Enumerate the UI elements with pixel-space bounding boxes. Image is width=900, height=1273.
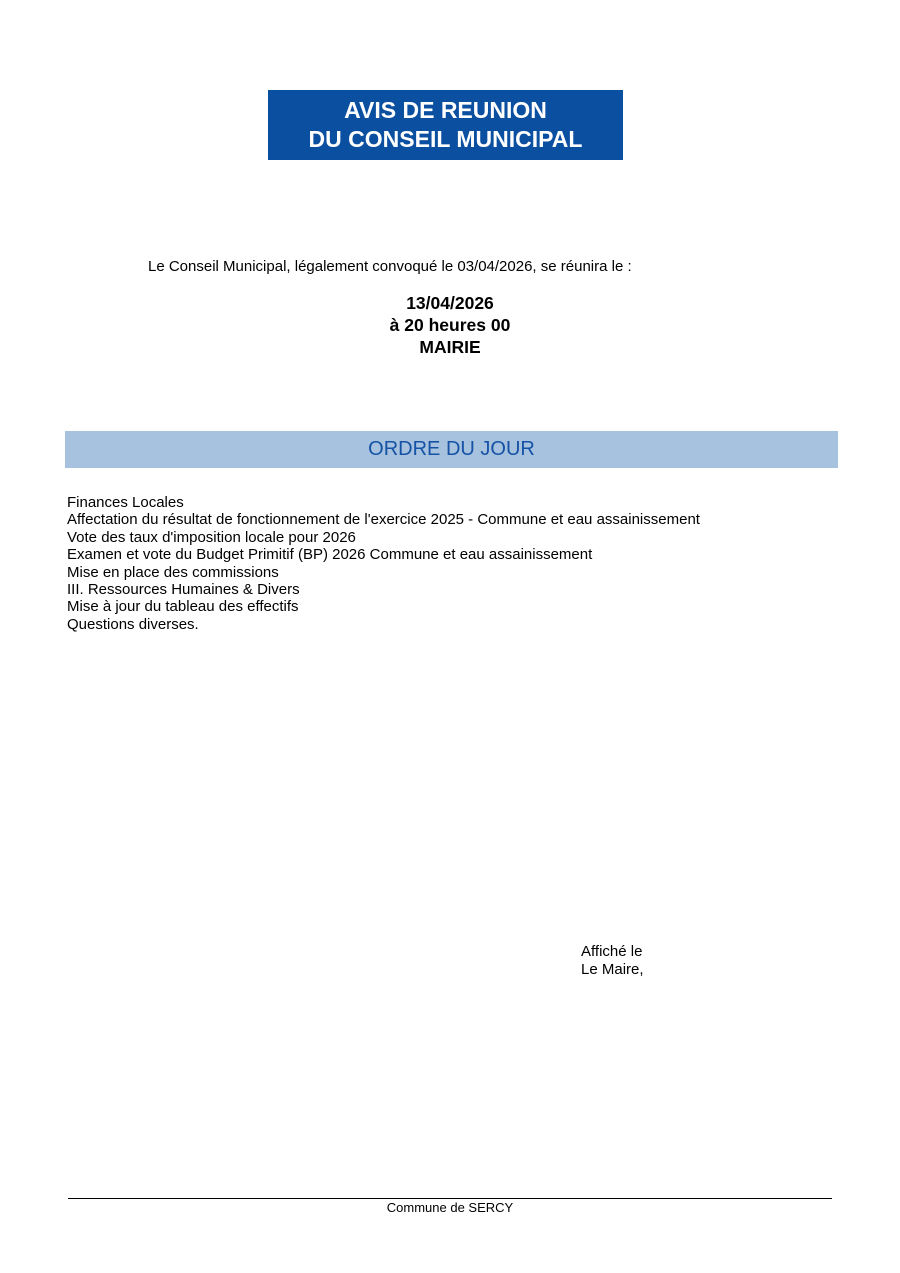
convocation-intro: Le Conseil Municipal, légalement convoqué le 03/04/2026, se réunira le : bbox=[148, 258, 632, 275]
notice-title-banner bbox=[268, 90, 623, 160]
agenda-item: Examen et vote du Budget Primitif (BP) 2026 Commune et eau assainissement bbox=[67, 546, 593, 564]
meeting-details bbox=[300, 292, 600, 358]
agenda-item: Finances Locales bbox=[67, 494, 184, 511]
meeting-date: 13/04/2026 bbox=[406, 293, 494, 313]
meeting-time: à 20 heures 00 bbox=[389, 315, 511, 335]
agenda-item: Mise à jour du tableau des effectifs bbox=[67, 598, 299, 616]
agenda-item: III. Ressources Humaines & Divers bbox=[67, 581, 300, 599]
agenda-item: Questions diverses. bbox=[67, 615, 199, 633]
signature-block bbox=[581, 943, 644, 979]
agenda-item: Affectation du résultat de fonctionnement de l'exercice 2025 - Commune et eau assainissement bbox=[67, 511, 700, 529]
agenda-item: Vote des taux d'imposition locale pour 2026 bbox=[67, 528, 356, 546]
footer-divider bbox=[68, 1198, 832, 1199]
notice-title-line1: AVIS DE REUNION bbox=[344, 97, 547, 123]
agenda-title: ORDRE DU JOUR bbox=[65, 431, 838, 468]
posted-label: Affiché le bbox=[581, 943, 643, 960]
agenda-list bbox=[67, 494, 700, 633]
meeting-place: MAIRIE bbox=[419, 337, 481, 357]
footer-commune: Commune de SERCY bbox=[386, 1200, 514, 1215]
mayor-label: Le Maire, bbox=[581, 961, 644, 978]
agenda-item: Mise en place des commissions bbox=[67, 563, 279, 581]
notice-title-line2: DU CONSEIL MUNICIPAL bbox=[308, 126, 583, 152]
